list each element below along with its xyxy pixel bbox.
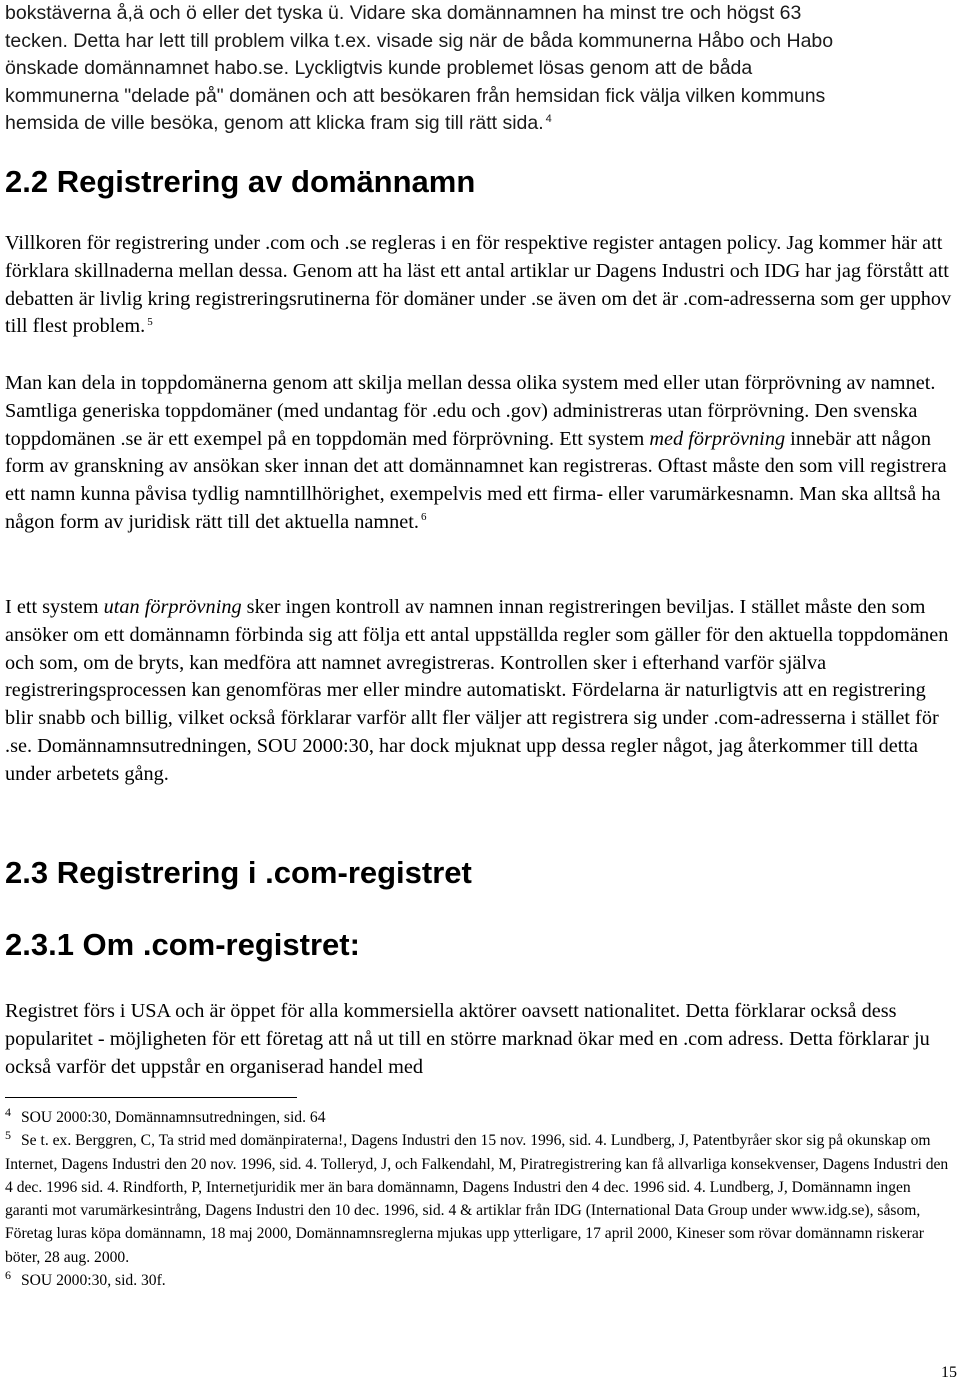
intro-line: tecken. Detta har lett till problem vilka t.ex. visade sig när de båda kommunerna Håbo och Habo (5, 29, 834, 52)
footnote-separator (5, 1097, 297, 1098)
intro-line: hemsida de ville besöka, genom att klicka fram sig till rätt sida. $^4$ (5, 112, 552, 134)
section-heading-2-2: 2.2 Registrering av domännamn (5, 164, 476, 199)
intro-line: kommunerna "delade på" domänen och att besökaren från hemsidan fick välja vilken kommuns (5, 84, 826, 107)
footnote-mark: 5 (5, 1128, 11, 1143)
footnote: $^5$ Se t. ex. Berggren, C, Ta strid med domänpiraterna!, Dagens Industri den 15 nov. 1996, sid. 4. Lundberg, J, Patentbyråer skor sig på okunskap om Internet, Dagens Industri den 20 nov. 1996, sid. 4. Tolleryd, J, och Falkendahl, M, Piratregistrering kan få allvarliga konsekvenser, Dagens Industri den 4 dec. 1996 sid. 4. Rindforth, P, Internetjuridik mer än bara domännamn, Dagens Industri den 4 dec. 1996 sid. 4. Lundberg, J, Domännamn ingen garanti mot varumärkesintrång, Dagens Industri den 10 dec. 1996, sid. 4 & artiklar från IDG (International Data Group under www.idg.se), såsom, Företag luras köpa domännamn, 18 maj 2000, Domännamnsreglerna mjukas upp ytterligare, 17 april 2000, Kineser som rövar domännamn riskerar böter, 28 aug. 2000. (5, 1128, 949, 1266)
footnote-ref: 5 (147, 315, 153, 328)
footnote-ref: 6 (420, 511, 427, 524)
section-heading-2-3: 2.3 Registrering i .com-registret (5, 855, 472, 890)
intro-line: bokstäverna å,ä och ö eller det tyska ü. Vidare ska domännamnen ha minst tre och högst 63 (5, 2, 802, 24)
intro-paragraph (5, 0, 955, 138)
paragraph: Villkoren för registrering under .com och .se regleras i en för respektive register antagen policy. Jag kommer här att förklara skillnaderna mellan dessa. Genom att ha läst ett antal artiklar ur Dagens Industri och IDG har jag förstått att debatten är livlig kring registreringsrutinerna för domäner under .se även om det är .com-adresserna som ger upphov till flest problem. $^5$ (5, 232, 952, 338)
footnote-mark: 4 (5, 1104, 11, 1119)
intro-line: önskade domännamnet habo.se. Lyckligtvis kunde problemet lösas genom att de båda (5, 57, 753, 79)
section-heading-2-3-1: 2.3.1 Om .com-registret: (5, 927, 360, 962)
paragraph: I ett system utan förprövning sker ingen kontroll av namnen innan registreringen beviljas. I stället måste den som ansöker om ett domännamn förbinda sig att följa ett antal uppställda regler som gäller för den aktuella toppdomänen och som, om de bryts, kan medföra att namnet avregistreras. Kontrollen sker i efterhand varför själva registreringsprocessen kan genomföras mer eller mindre automatiskt. Fördelarna är naturligtvis att en registrering blir snabb och billig, vilket också förklarar varför allt fler väljer att registrera sig under .com-adresserna i stället för .se. Domännamnsutredningen, SOU 2000:30, har dock mjuknat upp dessa regler något, jag återkommer till detta under arbetets gång. (5, 596, 949, 785)
footnote-ref: 4 (545, 112, 552, 125)
page-number: 15 (941, 1364, 957, 1381)
footnotes (5, 1106, 955, 1292)
footnote-mark: 6 (5, 1267, 11, 1282)
footnote: $^6$ SOU 2000:30, sid. 30f. (5, 1267, 166, 1290)
footnote: $^4$ SOU 2000:30, Domännamnsutredningen, sid. 64 (5, 1104, 326, 1126)
paragraph: Registret förs i USA och är öppet för alla kommersiella aktörer oavsett nationalitet. Detta förklarar också dess popularitet - möjligheten för ett företag att nå ut till en större marknad ökar med en .com adress. Detta förklarar ju också varför det uppstår en organiserad handel med (5, 1000, 930, 1078)
paragraph: Man kan dela in toppdomänerna genom att skilja mellan dessa olika system med eller utan förprövning av namnet. Samtliga generiska toppdomäner (med undantag för .edu och .gov) administreras utan förprövning. Den svenska toppdomänen .se är ett exempel på en toppdomän med förprövning. Ett system med förprövning innebär att någon form av granskning av ansökan sker innan det att domännamnet kan registreras. Oftast måste den som vill registrera ett namn kunna påvisa tydlig namntillhörighet, exempelvis med ett firma- eller varumärkesnamn. Man ska alltså ha någon form av juridisk rätt till det aktuella namnet. $^6$ (5, 372, 947, 533)
